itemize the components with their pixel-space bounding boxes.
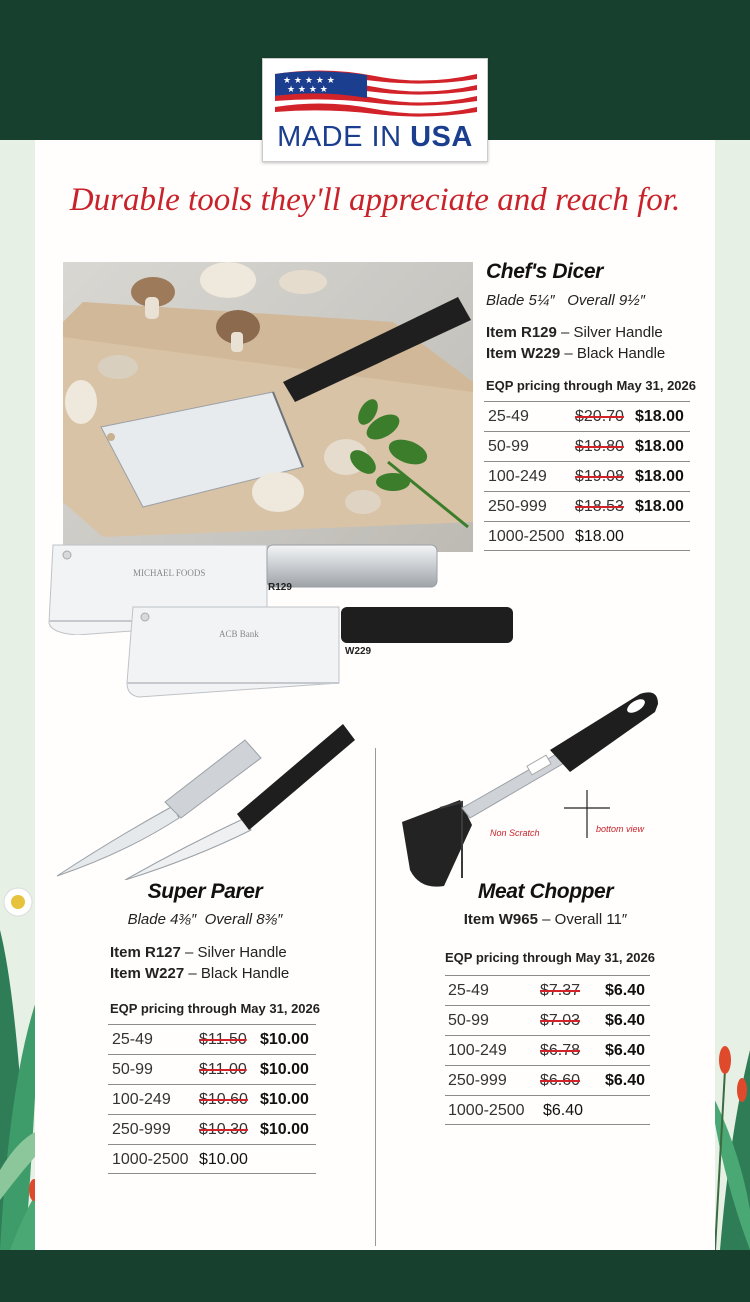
meat-chopper-price-table	[445, 975, 650, 1125]
chefs-dicer-spec: Blade 5¼″ Overall 9½″	[486, 292, 646, 309]
table-row: 100-249 $19.08 $18.00	[484, 461, 690, 491]
non-scratch-label: Non Scratch	[490, 828, 540, 838]
table-row: 100-249 $6.78 $6.40	[445, 1035, 650, 1065]
table-row: 50-99 $7.03 $6.40	[445, 1005, 650, 1035]
super-parer-item-w227: Item W227 – Black Handle	[110, 965, 290, 982]
table-row: 250-999 $10.30 $10.00	[108, 1114, 316, 1144]
table-row: 100-249 $10.60 $10.00	[108, 1084, 316, 1114]
table-row: 25-49 $20.70 $18.00	[484, 401, 690, 431]
imprint-acb-bank: ACB Bank	[219, 629, 259, 639]
chefs-dicer-black-w229-image	[125, 605, 517, 698]
super-parer-image	[55, 718, 360, 880]
table-row: 250-999 $6.60 $6.40	[445, 1065, 650, 1095]
label-r129: R129	[268, 582, 292, 593]
label-w229: W229	[345, 646, 372, 657]
table-row: 1000-2500 $10.00	[108, 1144, 316, 1174]
chefs-dicer-lifestyle-photo	[63, 262, 473, 552]
table-row: 250-999 $18.53 $18.00	[484, 491, 690, 521]
super-parer-eqp-note: EQP pricing through May 31, 2026	[110, 1001, 320, 1016]
chefs-dicer-eqp-note: EQP pricing through May 31, 2026	[486, 378, 696, 393]
table-row: 1000-2500 $6.40	[445, 1095, 650, 1125]
bottom-view-label: bottom view	[596, 824, 645, 834]
super-parer-title: Super Parer	[147, 880, 263, 903]
meat-chopper-image	[400, 690, 662, 890]
chefs-dicer-title: Chef's Dicer	[486, 260, 603, 283]
meat-chopper-eqp-note: EQP pricing through May 31, 2026	[445, 950, 655, 965]
table-row: 1000-2500 $18.00	[484, 521, 690, 551]
svg-text:★ ★ ★ ★: ★ ★ ★ ★	[287, 85, 328, 95]
table-row: 25-49 $11.50 $10.00	[108, 1024, 316, 1054]
imprint-michael-foods: MICHAEL FOODS	[133, 568, 206, 578]
super-parer-spec: Blade 4⅜″ Overall 8⅜″	[127, 911, 283, 928]
chefs-dicer-item-r129: Item R129 – Silver Handle	[486, 324, 663, 341]
page-tagline: Durable tools they'll appreciate and reach for.	[69, 182, 681, 218]
meat-chopper-item-w965: Item W965 – Overall 11″	[463, 911, 628, 928]
column-divider	[375, 748, 376, 1246]
chefs-dicer-price-table	[484, 401, 690, 551]
table-row: 50-99 $11.00 $10.00	[108, 1054, 316, 1084]
made-in-usa-badge	[262, 58, 488, 162]
meat-chopper-title: Meat Chopper	[477, 880, 614, 903]
table-row: 25-49 $7.37 $6.40	[445, 975, 650, 1005]
chefs-dicer-item-w229: Item W229 – Black Handle	[486, 345, 666, 362]
super-parer-item-r127: Item R127 – Silver Handle	[110, 944, 287, 961]
footer-band	[0, 1250, 750, 1302]
svg-text:★ ★ ★ ★ ★: ★ ★ ★ ★ ★	[283, 76, 335, 86]
table-row: 50-99 $19.80 $18.00	[484, 431, 690, 461]
super-parer-price-table	[108, 1024, 316, 1174]
us-flag-icon	[275, 68, 477, 118]
made-in-usa-text: MADE IN USA	[277, 121, 473, 153]
